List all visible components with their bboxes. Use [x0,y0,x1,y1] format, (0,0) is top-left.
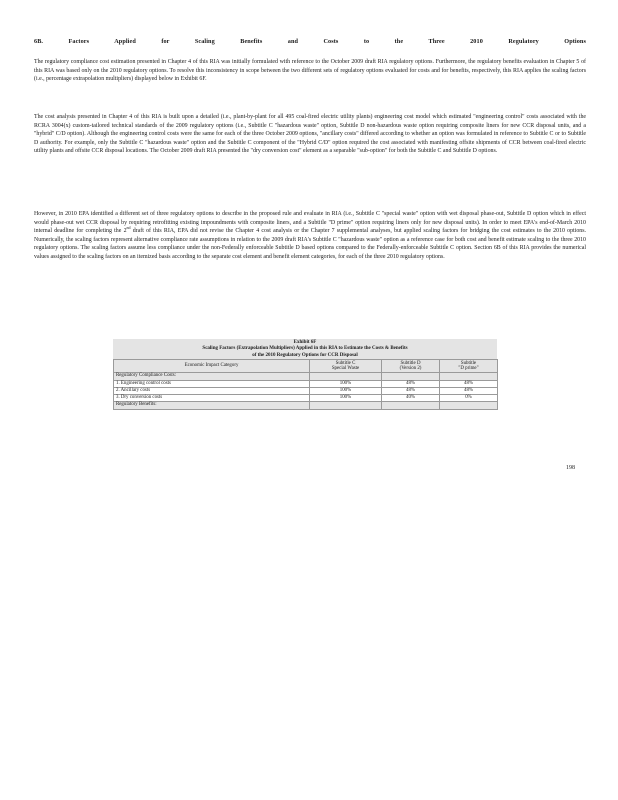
table-header-row [114,360,498,373]
table-row [114,387,498,394]
col-header-subtitle-d [382,360,440,373]
paragraph-2: The cost analysis presented in Chapter 4 of this RIA is built upon a detailed (i.e., plant-by-plant for all 495 coal-fired electric utility plants) engineering cost model which estimated "engineering control" costs associated with the RCRA 3004(x) custom-tailored technical standards of the 2009 regulatory options (i.e., Subtitle C "hazardous waste" option, Subtitle D non-hazardous waste option requiring composite liners for new CCR disposal units, and a "hybrid" C/D option). Although the engineering control costs were the same for each of the three October 2009 options, "ancillary costs" differed according to whether an option was formulated in reference to Subtitle C or to Subtitle D authority. For example, only the Subtitle C "hazardous waste" option and the Subtitle C component of the "Hybrid C/D" option required the cost associated with manifesting offsite shipments of CCR between coal-fired electric utility plants and offsite CCR disposal locations. The October 2009 draft RIA presented the "dry conversion cost" element as a separable "sub-option" for both the Subtitle C and Subtitle D options. [34,114,586,154]
cell-d-prime: 48% [440,387,498,394]
col-header-subtitle-c-line-1: Subtitle C [335,360,356,366]
col-header-d-prime [440,360,498,373]
exhibit-title-line-1: Scaling Factors (Extrapolation Multipliers) Applied in this RIA to Estimate the Costs & Benefits [202,346,408,352]
exhibit-title-line-2: of the 2010 Regulatory Options for CCR Disposal [252,352,358,358]
section-row-costs [114,373,498,380]
paragraph-1: The regulatory compliance cost estimation presented in Chapter 4 of this RIA was initially formulated with reference to the October 2009 draft RIA regulatory options. Furthermore, the regulatory benefits evaluation in Chapter 5 of this RIA was based only on the 2010 regulatory options. To resolve this inconsistency in scope between the two different sets of regulatory options evaluated for costs and for benefits, respectively, this RIA applies the scaling factors (i.e., percentage extrapolation multipliers) displayed below in Exhibit 6F. [34,59,586,82]
cell-subtitle-c: 100% [310,395,382,402]
exhibit-header [113,339,497,359]
row-label: 3. Dry conversion costs [114,395,310,402]
paragraph-3-part-1: However, in 2010 EPA identified a different set of three regulatory options to describe in the proposed rule and evaluate in RIA (i.e., Subtitle C "special waste" option with wet disposal phase-out, Subtitle D option which in effect would phase-out wet CCR disposal by requiring retrofitting existing impoundments with composite liners, and a Subtitle "D prime" option requiring liners only for new disposal units). In order to meet EPA's end-of-March 2010 internal deadline for completing the 2 [34,211,586,234]
page-number: 198 [566,465,575,471]
exhibit-label: Exhibit 6F [293,340,317,345]
cell-subtitle-d: 48% [382,387,440,394]
col-header-d-prime-line-1: Subtitle [460,360,477,366]
exhibit-6f [113,339,497,410]
section-label-costs: Regulatory Compliance Costs: [114,373,310,380]
col-header-category: Economic Impact Category [114,360,310,373]
section-heading: 6B. Factors Applied for Scaling Benefits and Costs to the Three 2010 Regulatory Options [34,38,586,45]
scaling-factors-table [113,359,498,409]
paragraph-3 [34,210,586,261]
row-label: 2. Ancillary costs [114,387,310,394]
row-label: 1. Engineering control costs [114,380,310,387]
col-header-subtitle-d-line-1: Subtitle D [400,360,421,366]
cell-subtitle-c: 100% [310,380,382,387]
col-header-subtitle-d-line-2: (Version 2) [399,366,422,372]
section-label-benefits: Regulatory Benefits: [114,402,310,409]
cell-subtitle-d: 48% [382,380,440,387]
col-header-subtitle-c [310,360,382,373]
section-row-benefits [114,402,498,409]
col-header-d-prime-line-2: "D prime" [458,366,479,372]
paragraph-3-part-2: draft of this RIA, EPA did not revise the Chapter 4 cost analysis or the Chapter 7 supplemental analyses, but applied scaling factors for bridging the cost estimates to the 2010 options. Numerically, the scaling factors represent alternative compliance rate assumptions in relation to the 2009 draft RIA's Subtitle C "hazardous waste" option as a reference case for both cost and benefit estimate scaling to the three 2010 regulatory options. The scaling factors assume less compliance under the non-Federally enforceable Subtitle D based options compared to the Federally-enforceable Subtitle C option. Section 6B of this RIA provides the numerical values assigned to the scaling factors on an itemized basis according to the separate cost element and benefit element categories, for each of the three 2010 regulatory options. [34,228,586,260]
cell-d-prime: 0% [440,395,498,402]
cell-d-prime: 48% [440,380,498,387]
table-row [114,395,498,402]
table-row [114,380,498,387]
ordinal-superscript: nd [126,225,131,231]
col-header-subtitle-c-line-2: Special Waste [331,366,360,372]
cell-subtitle-d: 40% [382,395,440,402]
cell-subtitle-c: 100% [310,387,382,394]
